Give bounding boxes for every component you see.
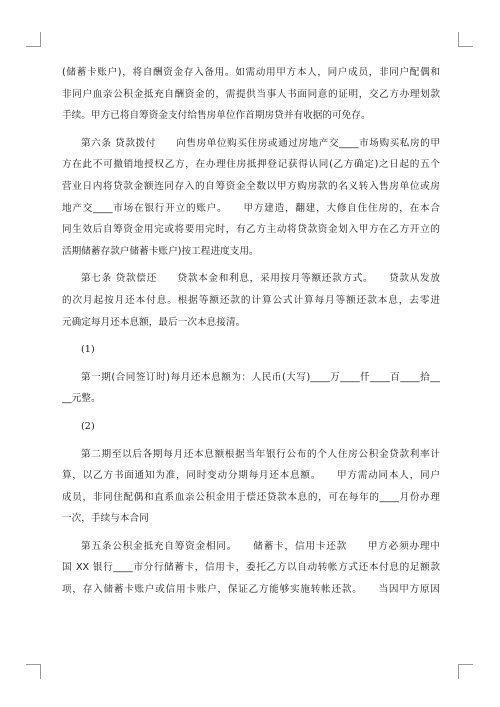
crop-mark-bottom-left: [26, 664, 41, 679]
list-number: (1): [81, 344, 95, 356]
text-line: 非同户血亲公积金抵充自酬资金的，需提供当事人书面同意的证明，交乙方办理划款: [62, 88, 440, 100]
text-line: 算，以乙方书面通知为准，同时变动分期每月还本息额。 甲方需动同本人，同户: [62, 470, 440, 482]
text-line: 成员，非同住配偶和直系血亲公积金用于偿还贷款本息的，可在每年的____月份办理: [62, 491, 440, 503]
list-number: (2): [81, 420, 95, 432]
text-line: 第五条公积金抵充自筹资金相同。 储蓄卡，信用卡还款 甲方必须办理中: [81, 540, 440, 552]
text-line: 手续。甲方已将自筹资金支付给售房单位作首期房贷并有收据的可免存。: [62, 110, 371, 122]
crop-mark-bottom-right: [458, 664, 473, 679]
crop-mark-top-left: [26, 32, 41, 47]
text-line: 第二期至以后各期每月还本息额根据当年银行公布的个人住房公积金贷款利率计: [81, 448, 440, 460]
crop-mark-top-right: [458, 32, 473, 47]
text-line: 第六条 贷款拨付 向售房单位购买住房或通过房地产交____市场购买私房的甲: [81, 137, 440, 149]
text-line: 一次，手续与本合同: [62, 513, 149, 525]
text-line: 国 XX 银行____市分行储蓄卡，信用卡，委托乙方以自动转帐方式还本付息的足额款: [62, 562, 440, 574]
text-line: __元整。: [62, 393, 101, 405]
text-line: 地产交____市场在银行开立的账户。 甲方建造，翻建，大修自住住房的，在本合: [62, 202, 440, 214]
text-line: 第七条 贷款偿还 贷款本金和利息，采用按月等额还款方式。 贷款从发放: [81, 273, 440, 285]
text-line: 营业日内将贷款金额连同存入的自筹资金全数以甲方购房款的名义转入售房单位或房: [62, 180, 440, 192]
text-line: 活期储蓄存款户储蓄卡账户)按工程进度支用。: [62, 245, 259, 257]
text-line: 方在此不可撤销地授权乙方，在办理住房抵押登记获得认同(乙方确定)之日起的五个: [62, 159, 440, 171]
text-line: 的次月起按月还本付息。根据等额还款的计算公式计算每月等额还款本息，去零进: [62, 294, 440, 306]
document-body: [62, 62, 440, 601]
text-line: 第一期(合同签订时)每月还本息额为：人民币(大写)____万____仟____百____拾__: [81, 371, 440, 383]
text-line: (储蓄卡账户)，将自酬资金存入备用。如需动用甲方本人，同户成员，非同户配偶和: [62, 67, 440, 78]
text-line: 同生效后自筹资金用完或将要用完时，有乙方主动将贷款资金划入甲方在乙方开立的: [62, 224, 440, 236]
text-line: 项，存入储蓄卡账户或信用卡账户，保证乙方能够实施转帐还款。 当因甲方原因: [62, 584, 440, 596]
text-line: 元确定每月还本息额，最后一次本息接清。: [62, 316, 246, 328]
